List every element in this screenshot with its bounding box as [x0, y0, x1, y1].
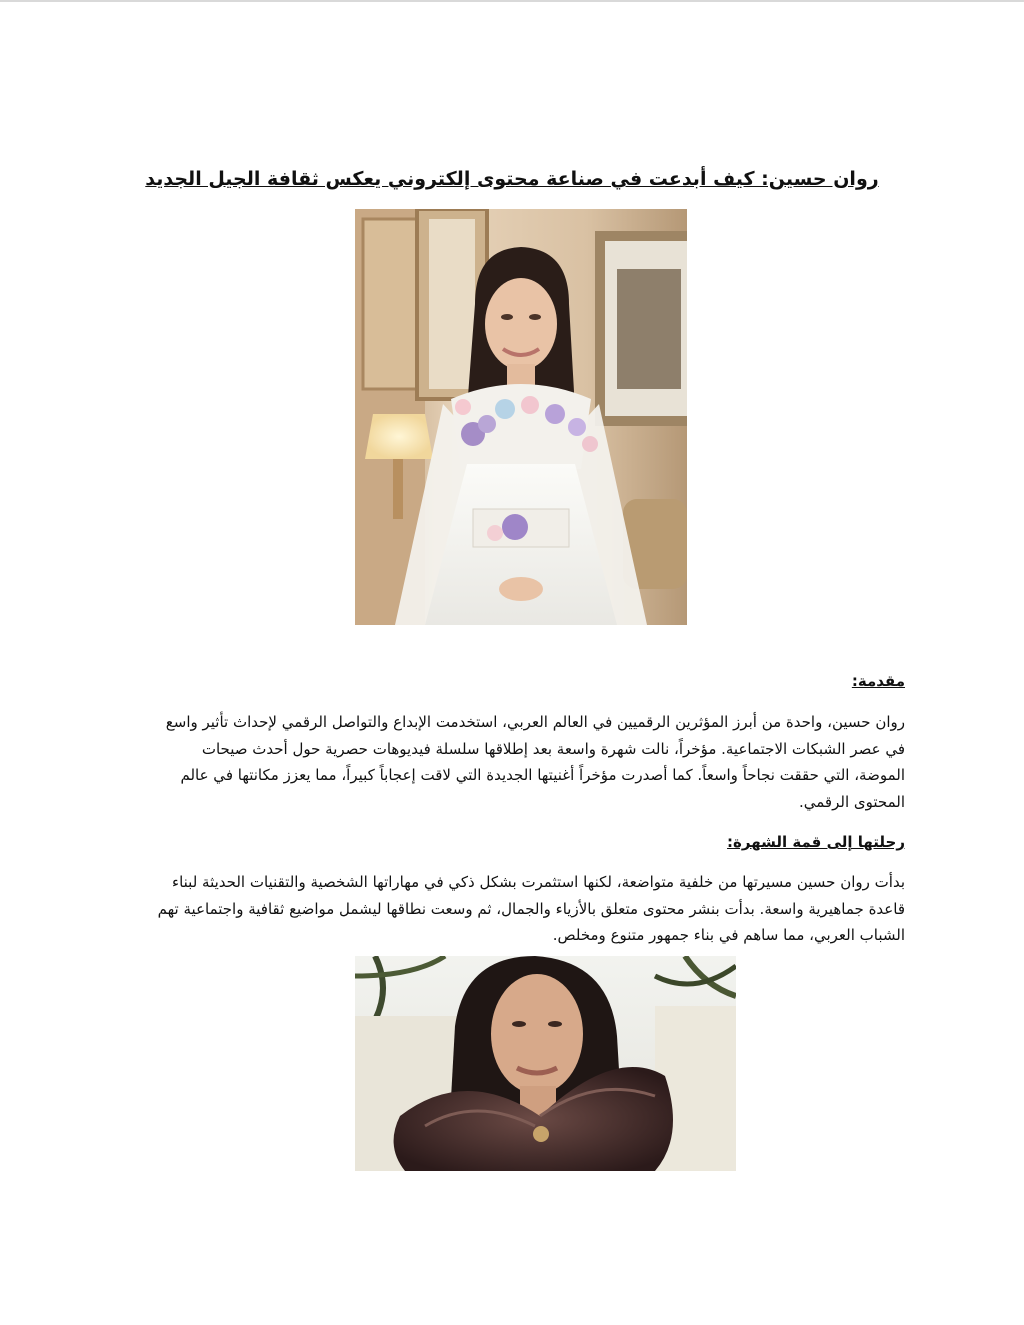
paragraph-line: في عصر الشبكات الاجتماعية. مؤخراً، نالت شهرة واسعة بعد إطلاقها سلسلة فيديوهات حصرية حول أحدث صيحات	[201, 739, 905, 758]
section-heading-intro: مقدمة:	[851, 672, 905, 690]
portrait-photo-sequin-bow	[355, 956, 736, 1171]
paragraph-line: الشباب العربي، مما ساهم في بناء جمهور متنوع ومخلص.	[552, 926, 905, 944]
paragraph-line: بدأت روان حسين مسيرتها من خلفية متواضعة، لكنها استثمرت بشكل ذكي في مهاراتها الشخصية والتقنيات الحديثة لبناء	[172, 873, 905, 891]
page-top-border	[0, 0, 1024, 2]
section-paragraph-journey	[122, 869, 905, 949]
paragraph-line: الموضة، التي حققت نجاحاً واسعاً. كما أصدرت مؤخراً أغنيتها الجديدة التي لاقت إعجاباً كبيراً، مما يعزز مكانتها في عالم	[180, 766, 905, 784]
section-paragraph-intro	[122, 709, 905, 815]
article-title: روان حسين: كيف أبدعت في صناعة محتوى إلكتروني يعكس ثقافة الجيل الجديد	[145, 168, 879, 190]
paragraph-line: قاعدة جماهيرية واسعة. بدأت بنشر محتوى متعلق بالأزياء والجمال، ثم وسعت نطاقها ليشمل مواضيع ثقافية واجتماعية تهم	[157, 899, 905, 918]
paragraph-line: روان حسين، واحدة من أبرز المؤثرين الرقميين في العالم العربي، استخدمت الإبداع والتواصل الرقمي لإحداث تأثير واسع	[165, 713, 905, 731]
section-heading-journey: رحلتها إلى قمة الشهرة:	[727, 833, 905, 851]
portrait-photo-white-gown	[355, 209, 687, 625]
paragraph-line: المحتوى الرقمي.	[798, 792, 905, 811]
